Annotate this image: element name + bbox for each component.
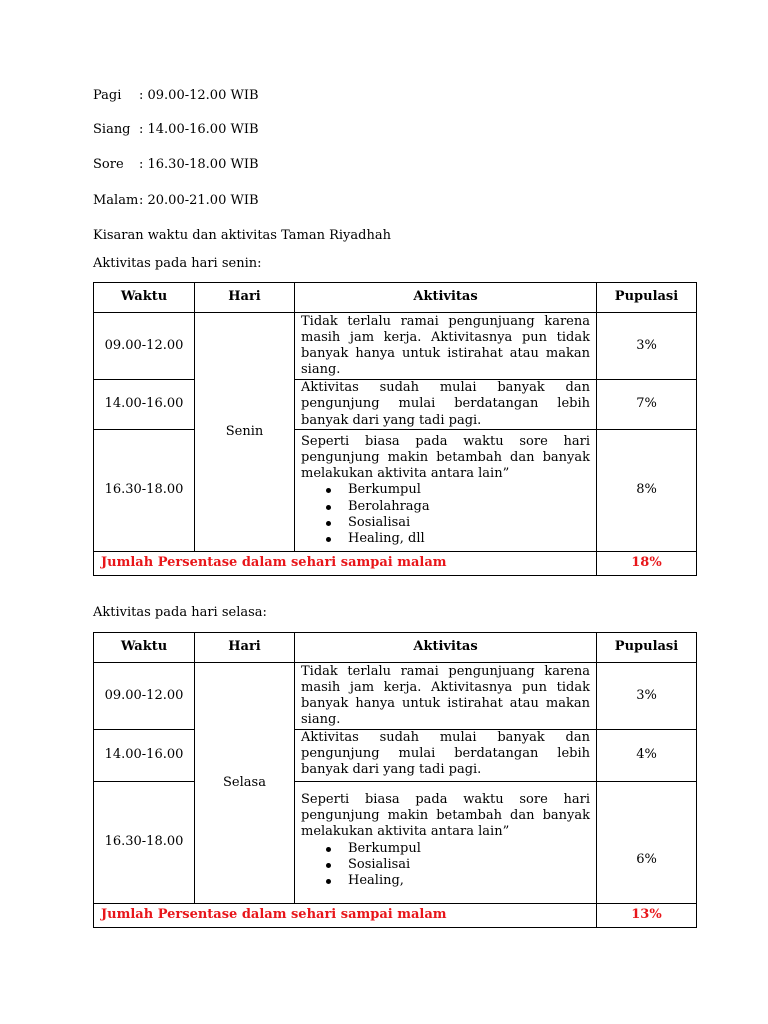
cell-waktu: 14.00-16.00 [94, 730, 195, 782]
cell-waktu: 09.00-12.00 [94, 663, 195, 730]
selasa-caption: Aktivitas pada hari selasa: [93, 605, 267, 620]
table-row [94, 380, 697, 430]
header-populasi: Pupulasi [597, 633, 697, 663]
cell-populasi: 7% [597, 380, 697, 430]
schedule-label: Malam [93, 193, 139, 208]
schedule-time: : 14.00-16.00 WIB [139, 122, 259, 137]
cell-waktu: 16.30-18.00 [94, 430, 195, 552]
aktivitas-list [301, 482, 590, 547]
senin-caption: Aktivitas pada hari senin: [93, 256, 262, 271]
header-waktu: Waktu [94, 283, 195, 313]
cell-aktivitas [295, 430, 597, 552]
total-label: Jumlah Persentase dalam sehari sampai malam [94, 904, 597, 928]
total-value: 18% [597, 552, 697, 576]
cell-aktivitas: Tidak terlalu ramai pengunjuang karena masih jam kerja. Aktivitasnya pun tidak banyak hanya untuk istirahat atau makan siang. [295, 663, 597, 730]
table-row [94, 730, 697, 782]
list-item [348, 499, 590, 515]
bullet-icon [326, 505, 331, 510]
cell-aktivitas: Aktivitas sudah mulai banyak dan pengunjung mulai berdatangan lebih banyak dari yang tadi pagi. [295, 380, 597, 430]
cell-populasi: 3% [597, 313, 697, 380]
cell-aktivitas [295, 782, 597, 904]
bullet-icon [326, 537, 331, 542]
schedule-siang [93, 121, 259, 139]
header-hari: Hari [195, 283, 295, 313]
table-header-row [94, 283, 697, 313]
table-row [94, 430, 697, 552]
header-populasi: Pupulasi [597, 283, 697, 313]
bullet-icon [326, 863, 331, 868]
list-item [348, 873, 590, 889]
selasa-table [93, 632, 697, 928]
schedule-sore [93, 156, 259, 174]
schedule-label: Pagi [93, 88, 122, 103]
list-item-label: Sosialisai [348, 514, 411, 530]
table-header-row [94, 633, 697, 663]
table-row [94, 782, 697, 904]
total-row [94, 904, 697, 928]
schedule-time: : 16.30-18.00 WIB [139, 157, 259, 172]
table-row [94, 313, 697, 380]
cell-aktivitas: Aktivitas sudah mulai banyak dan pengunjung mulai berdatangan lebih banyak dari yang tadi pagi. [295, 730, 597, 782]
list-item-label: Berkumpul [348, 840, 421, 856]
schedule-malam [93, 192, 259, 210]
bullet-icon [326, 847, 331, 852]
cell-hari: Selasa [195, 663, 295, 904]
schedule-pagi [93, 87, 259, 105]
total-value: 13% [597, 904, 697, 928]
total-row [94, 552, 697, 576]
aktivitas-text: Seperti biasa pada waktu sore hari pengunjung makin betambah dan banyak melakukan aktivita antara lain” [301, 792, 590, 840]
bullet-icon [326, 521, 331, 526]
list-item-label: Healing, [348, 873, 404, 889]
aktivitas-text: Seperti biasa pada waktu sore hari pengunjung makin betambah dan banyak melakukan aktivita antara lain” [301, 433, 590, 482]
header-hari: Hari [195, 633, 295, 663]
table-row [94, 663, 697, 730]
header-waktu: Waktu [94, 633, 195, 663]
list-item-label: Berolahraga [348, 498, 430, 514]
intro-text: Kisaran waktu dan aktivitas Taman Riyadhah [93, 228, 391, 243]
cell-hari: Senin [195, 313, 295, 552]
senin-table [93, 282, 697, 576]
bullet-icon [326, 879, 331, 884]
bullet-icon [326, 488, 331, 493]
schedule-time: : 20.00-21.00 WIB [139, 193, 259, 208]
header-aktivitas: Aktivitas [295, 633, 597, 663]
cell-waktu: 16.30-18.00 [94, 782, 195, 904]
list-item [348, 482, 590, 498]
cell-populasi: 6% [597, 782, 697, 904]
cell-waktu: 09.00-12.00 [94, 313, 195, 380]
list-item [348, 515, 590, 531]
cell-populasi: 8% [597, 430, 697, 552]
cell-waktu: 14.00-16.00 [94, 380, 195, 430]
list-item-label: Berkumpul [348, 482, 421, 498]
schedule-label: Siang [93, 122, 131, 137]
cell-populasi: 3% [597, 663, 697, 730]
total-label: Jumlah Persentase dalam sehari sampai malam [94, 552, 597, 576]
list-item [348, 531, 590, 547]
cell-populasi: 4% [597, 730, 697, 782]
aktivitas-list [301, 841, 590, 890]
cell-aktivitas: Tidak terlalu ramai pengunjuang karena masih jam kerja. Aktivitasnya pun tidak banyak hanya untuk istirahat atau makan siang. [295, 313, 597, 380]
schedule-label: Sore [93, 157, 124, 172]
list-item [348, 841, 590, 857]
schedule-time: : 09.00-12.00 WIB [139, 88, 259, 103]
list-item [348, 857, 590, 873]
header-aktivitas: Aktivitas [295, 283, 597, 313]
list-item-label: Sosialisai [348, 856, 411, 872]
list-item-label: Healing, dll [348, 531, 425, 546]
